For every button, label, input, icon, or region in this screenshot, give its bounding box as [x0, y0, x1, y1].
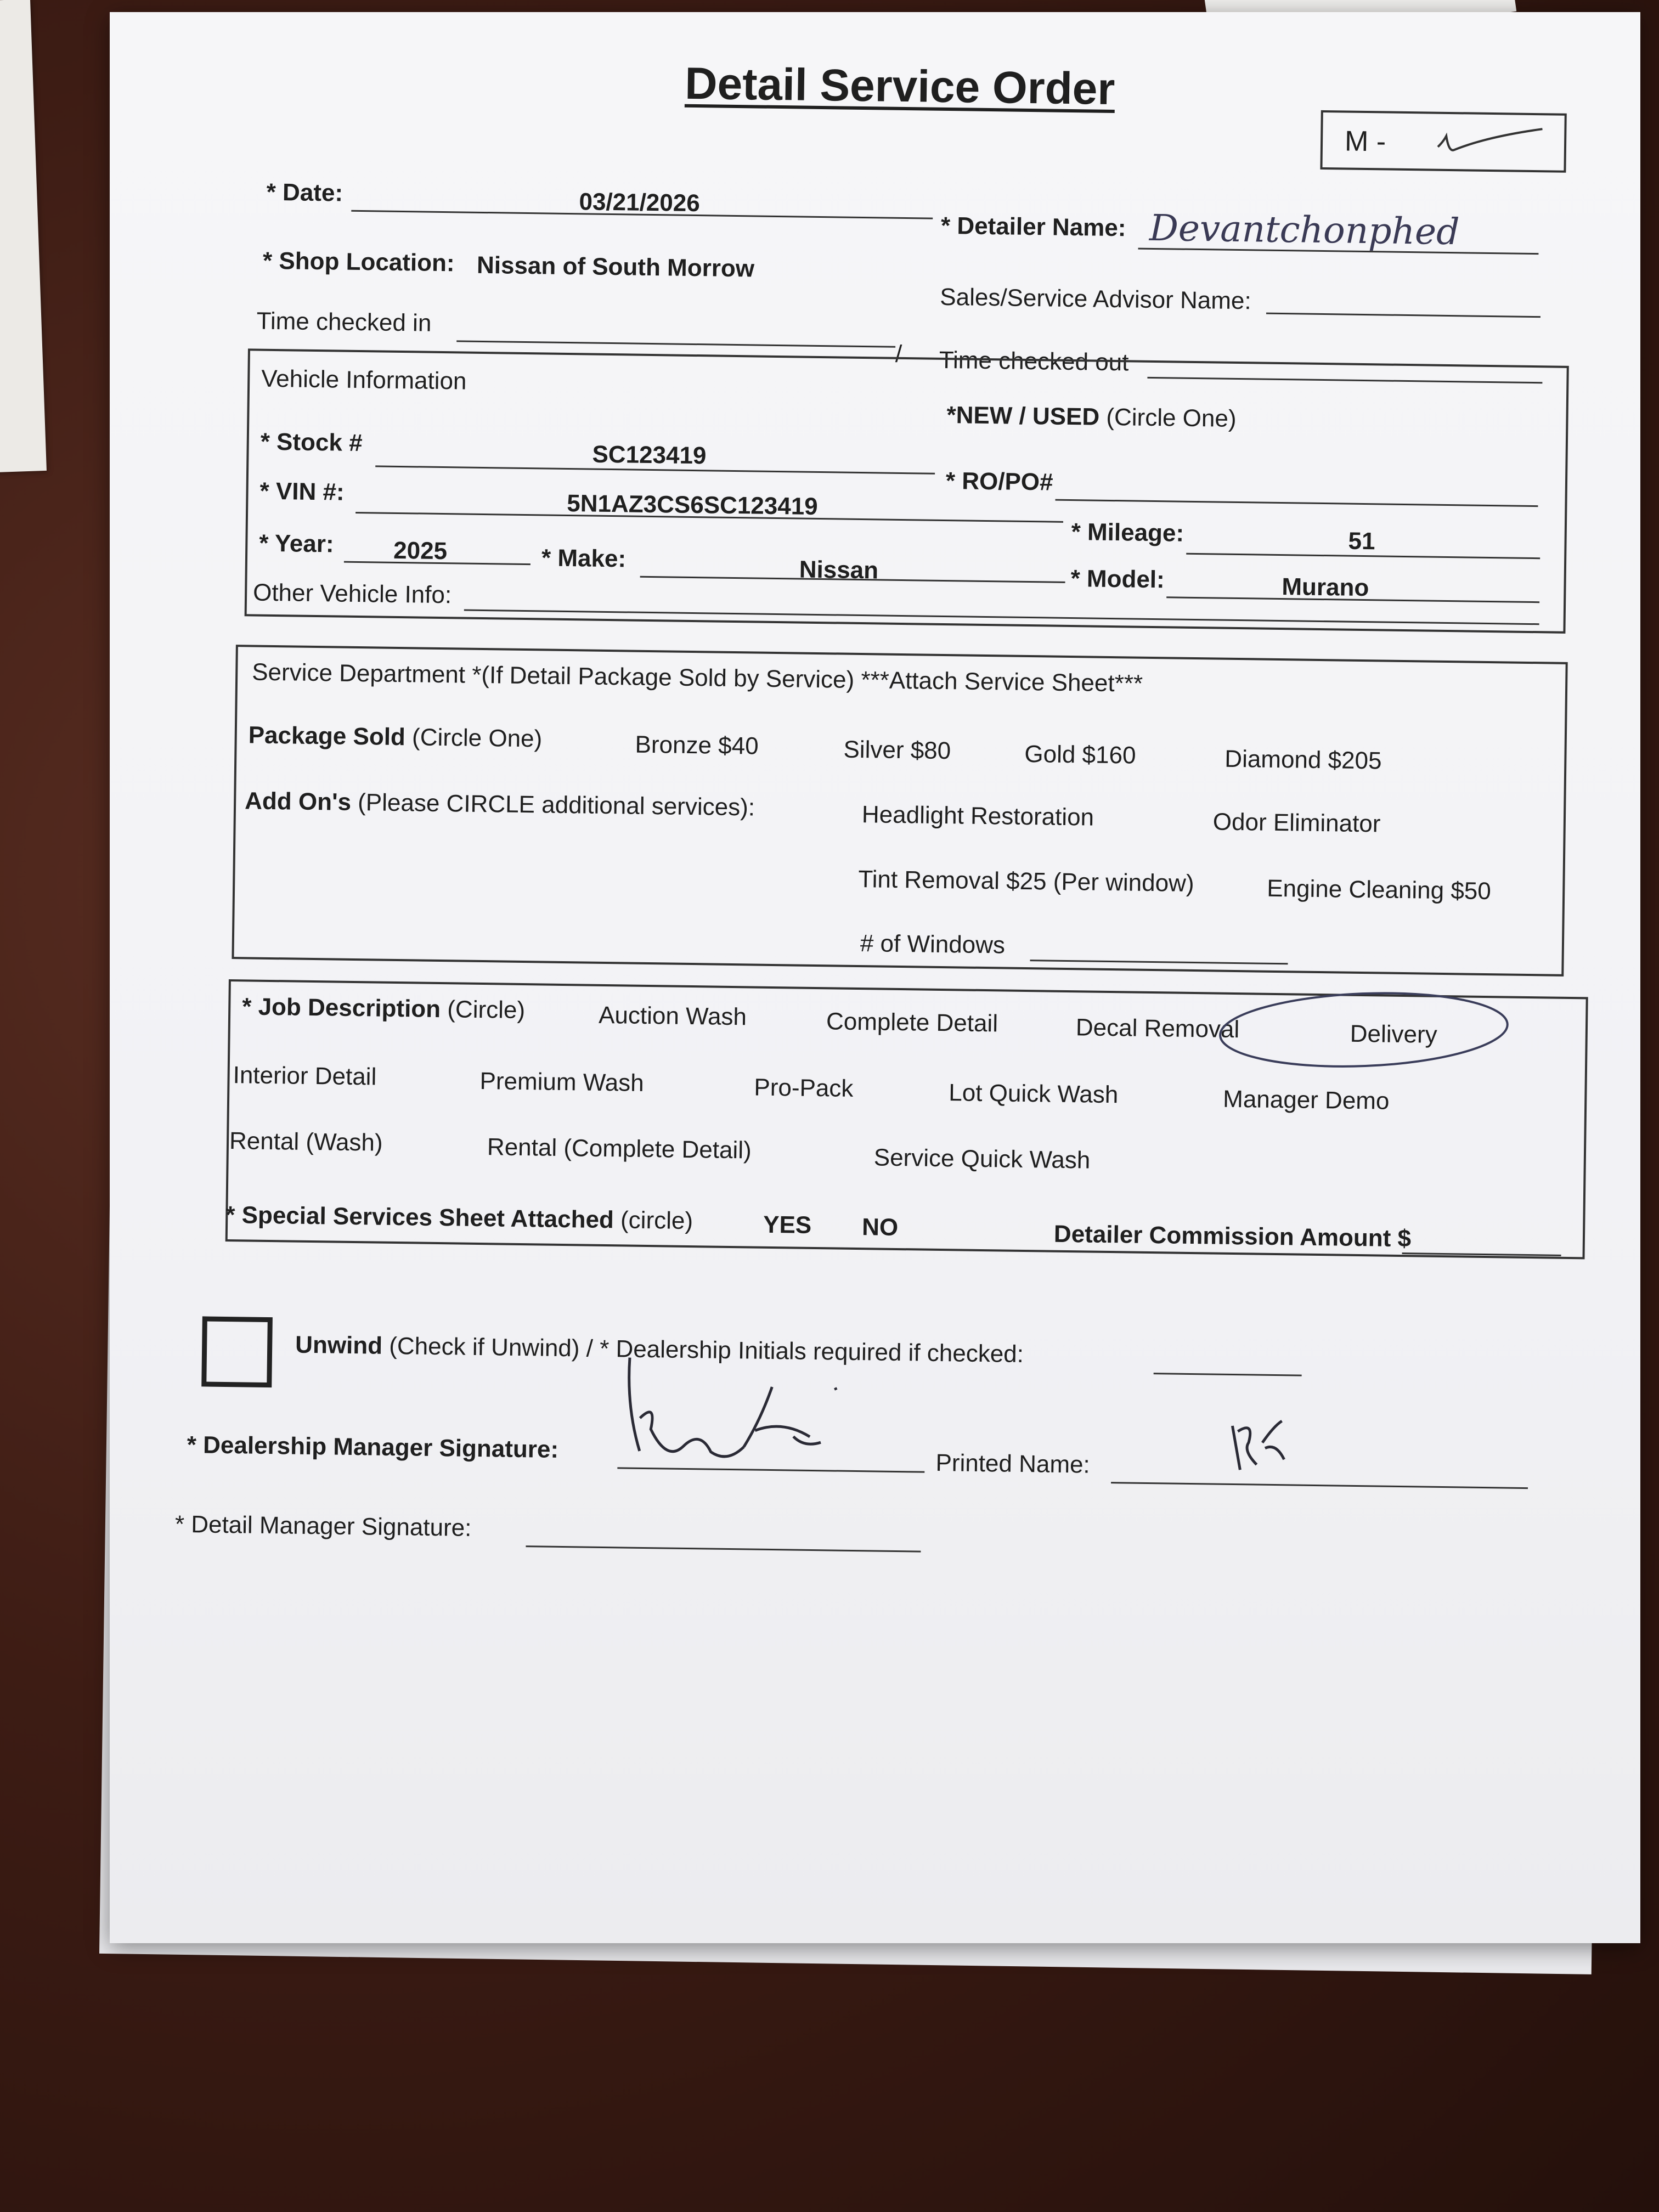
package-note: (Circle One)	[411, 724, 543, 753]
order-number-label: M -	[1344, 125, 1386, 158]
time-out-label: Time checked out	[939, 346, 1129, 376]
job-service-quick-wash[interactable]: Service Quick Wash	[873, 1144, 1091, 1174]
vin-value[interactable]: 5N1AZ3CS6SC123419	[567, 489, 819, 520]
special-yes-option[interactable]: YES	[763, 1211, 812, 1239]
model-label: * Model:	[1070, 565, 1165, 594]
job-premium-wash[interactable]: Premium Wash	[479, 1067, 644, 1097]
mileage-label: * Mileage:	[1071, 518, 1184, 547]
unwind-note: (Check if Unwind) / * Dealership Initials required if checked:	[388, 1332, 1024, 1368]
job-lot-quick-wash[interactable]: Lot Quick Wash	[949, 1079, 1119, 1109]
printed-name-label: Printed Name:	[935, 1449, 1091, 1479]
job-rental-complete-detail[interactable]: Rental (Complete Detail)	[487, 1133, 752, 1164]
advisor-label: Sales/Service Advisor Name:	[940, 283, 1251, 315]
package-label: Package Sold	[248, 721, 406, 751]
dealership-initials-line[interactable]	[1154, 1373, 1302, 1376]
dealer-signature-label: * Dealership Manager Signature:	[187, 1431, 559, 1463]
vin-label: * VIN #:	[259, 477, 345, 506]
new-used-label[interactable]: *NEW / USED	[946, 402, 1100, 431]
service-heading: Service Department *(If Detail Package Sold by Service) ***Attach Service Sheet***	[251, 658, 1143, 697]
mileage-value[interactable]: 51	[1348, 527, 1375, 555]
unwind-label: Unwind	[295, 1331, 383, 1359]
year-value[interactable]: 2025	[393, 537, 448, 565]
addons-note: (Please CIRCLE additional services):	[357, 789, 755, 821]
other-info-label: Other Vehicle Info:	[252, 579, 452, 609]
job-delivery[interactable]: Delivery	[1350, 1020, 1438, 1048]
package-option-diamond[interactable]: Diamond $205	[1224, 745, 1382, 775]
job-manager-demo[interactable]: Manager Demo	[1222, 1085, 1390, 1115]
special-no-option[interactable]: NO	[861, 1214, 899, 1241]
addon-engine-cleaning[interactable]: Engine Cleaning $50	[1266, 874, 1492, 905]
windows-label: # of Windows	[860, 930, 1006, 959]
ropo-label: * RO/PO#	[945, 467, 1053, 496]
form-title: Detail Service Order	[684, 58, 1115, 114]
delivery-circle-mark	[1215, 984, 1513, 1076]
dealer-handwritten-signature	[617, 1352, 882, 1476]
year-label: * Year:	[259, 529, 334, 558]
date-label: * Date:	[266, 178, 343, 207]
unwind-checkbox[interactable]	[201, 1316, 273, 1387]
make-label: * Make:	[541, 544, 627, 573]
addons-label: Add On's	[244, 787, 352, 816]
handwritten-order-mark	[1421, 119, 1554, 165]
job-complete-detail[interactable]: Complete Detail	[826, 1008, 998, 1037]
job-interior-detail[interactable]: Interior Detail	[233, 1062, 377, 1091]
printed-name-line[interactable]	[1111, 1482, 1528, 1489]
vehicle-heading: Vehicle Information	[261, 365, 467, 395]
detail-manager-signature-label: * Detail Manager Signature:	[174, 1510, 472, 1542]
service-order-form	[110, 12, 1640, 1943]
order-number-box[interactable]	[1320, 110, 1566, 173]
job-pro-pack[interactable]: Pro-Pack	[754, 1074, 854, 1102]
job-auction-wash[interactable]: Auction Wash	[598, 1001, 747, 1031]
shop-value[interactable]: Nissan of South Morrow	[476, 251, 755, 283]
detailer-label: * Detailer Name:	[940, 212, 1126, 242]
addon-tint-removal[interactable]: Tint Removal $25 (Per window)	[858, 865, 1194, 898]
date-value[interactable]: 03/21/2026	[579, 188, 701, 217]
addon-odor-eliminator[interactable]: Odor Eliminator	[1212, 808, 1381, 838]
special-services-note: (circle)	[620, 1206, 693, 1235]
job-label: * Job Description	[241, 993, 441, 1023]
special-services-label: * Special Services Sheet Attached	[225, 1201, 614, 1234]
commission-label: Detailer Commission Amount $	[1053, 1220, 1412, 1252]
time-separator: /	[895, 340, 902, 368]
detail-manager-signature-line[interactable]	[526, 1545, 921, 1552]
new-used-note: (Circle One)	[1106, 403, 1237, 432]
model-value[interactable]: Murano	[1282, 573, 1369, 602]
detailer-signature[interactable]: Devantchonphed	[1149, 206, 1460, 253]
shop-label: * Shop Location:	[262, 247, 455, 277]
background-paper-left	[0, 0, 47, 473]
printed-name-initials	[1221, 1409, 1310, 1482]
make-value[interactable]: Nissan	[799, 556, 879, 584]
package-option-bronze[interactable]: Bronze $40	[635, 731, 759, 760]
time-in-line[interactable]	[456, 340, 895, 347]
package-option-gold[interactable]: Gold $160	[1024, 740, 1136, 769]
advisor-line[interactable]	[1266, 313, 1541, 318]
stock-value[interactable]: SC123419	[592, 441, 707, 470]
job-decal-removal[interactable]: Decal Removal	[1075, 1014, 1240, 1043]
job-note: (Circle)	[447, 996, 526, 1024]
stock-label: * Stock #	[260, 428, 363, 457]
time-in-label: Time checked in	[256, 307, 432, 337]
addon-headlight-restoration[interactable]: Headlight Restoration	[861, 801, 1094, 831]
package-option-silver[interactable]: Silver $80	[843, 736, 951, 765]
job-rental-wash[interactable]: Rental (Wash)	[229, 1127, 383, 1156]
